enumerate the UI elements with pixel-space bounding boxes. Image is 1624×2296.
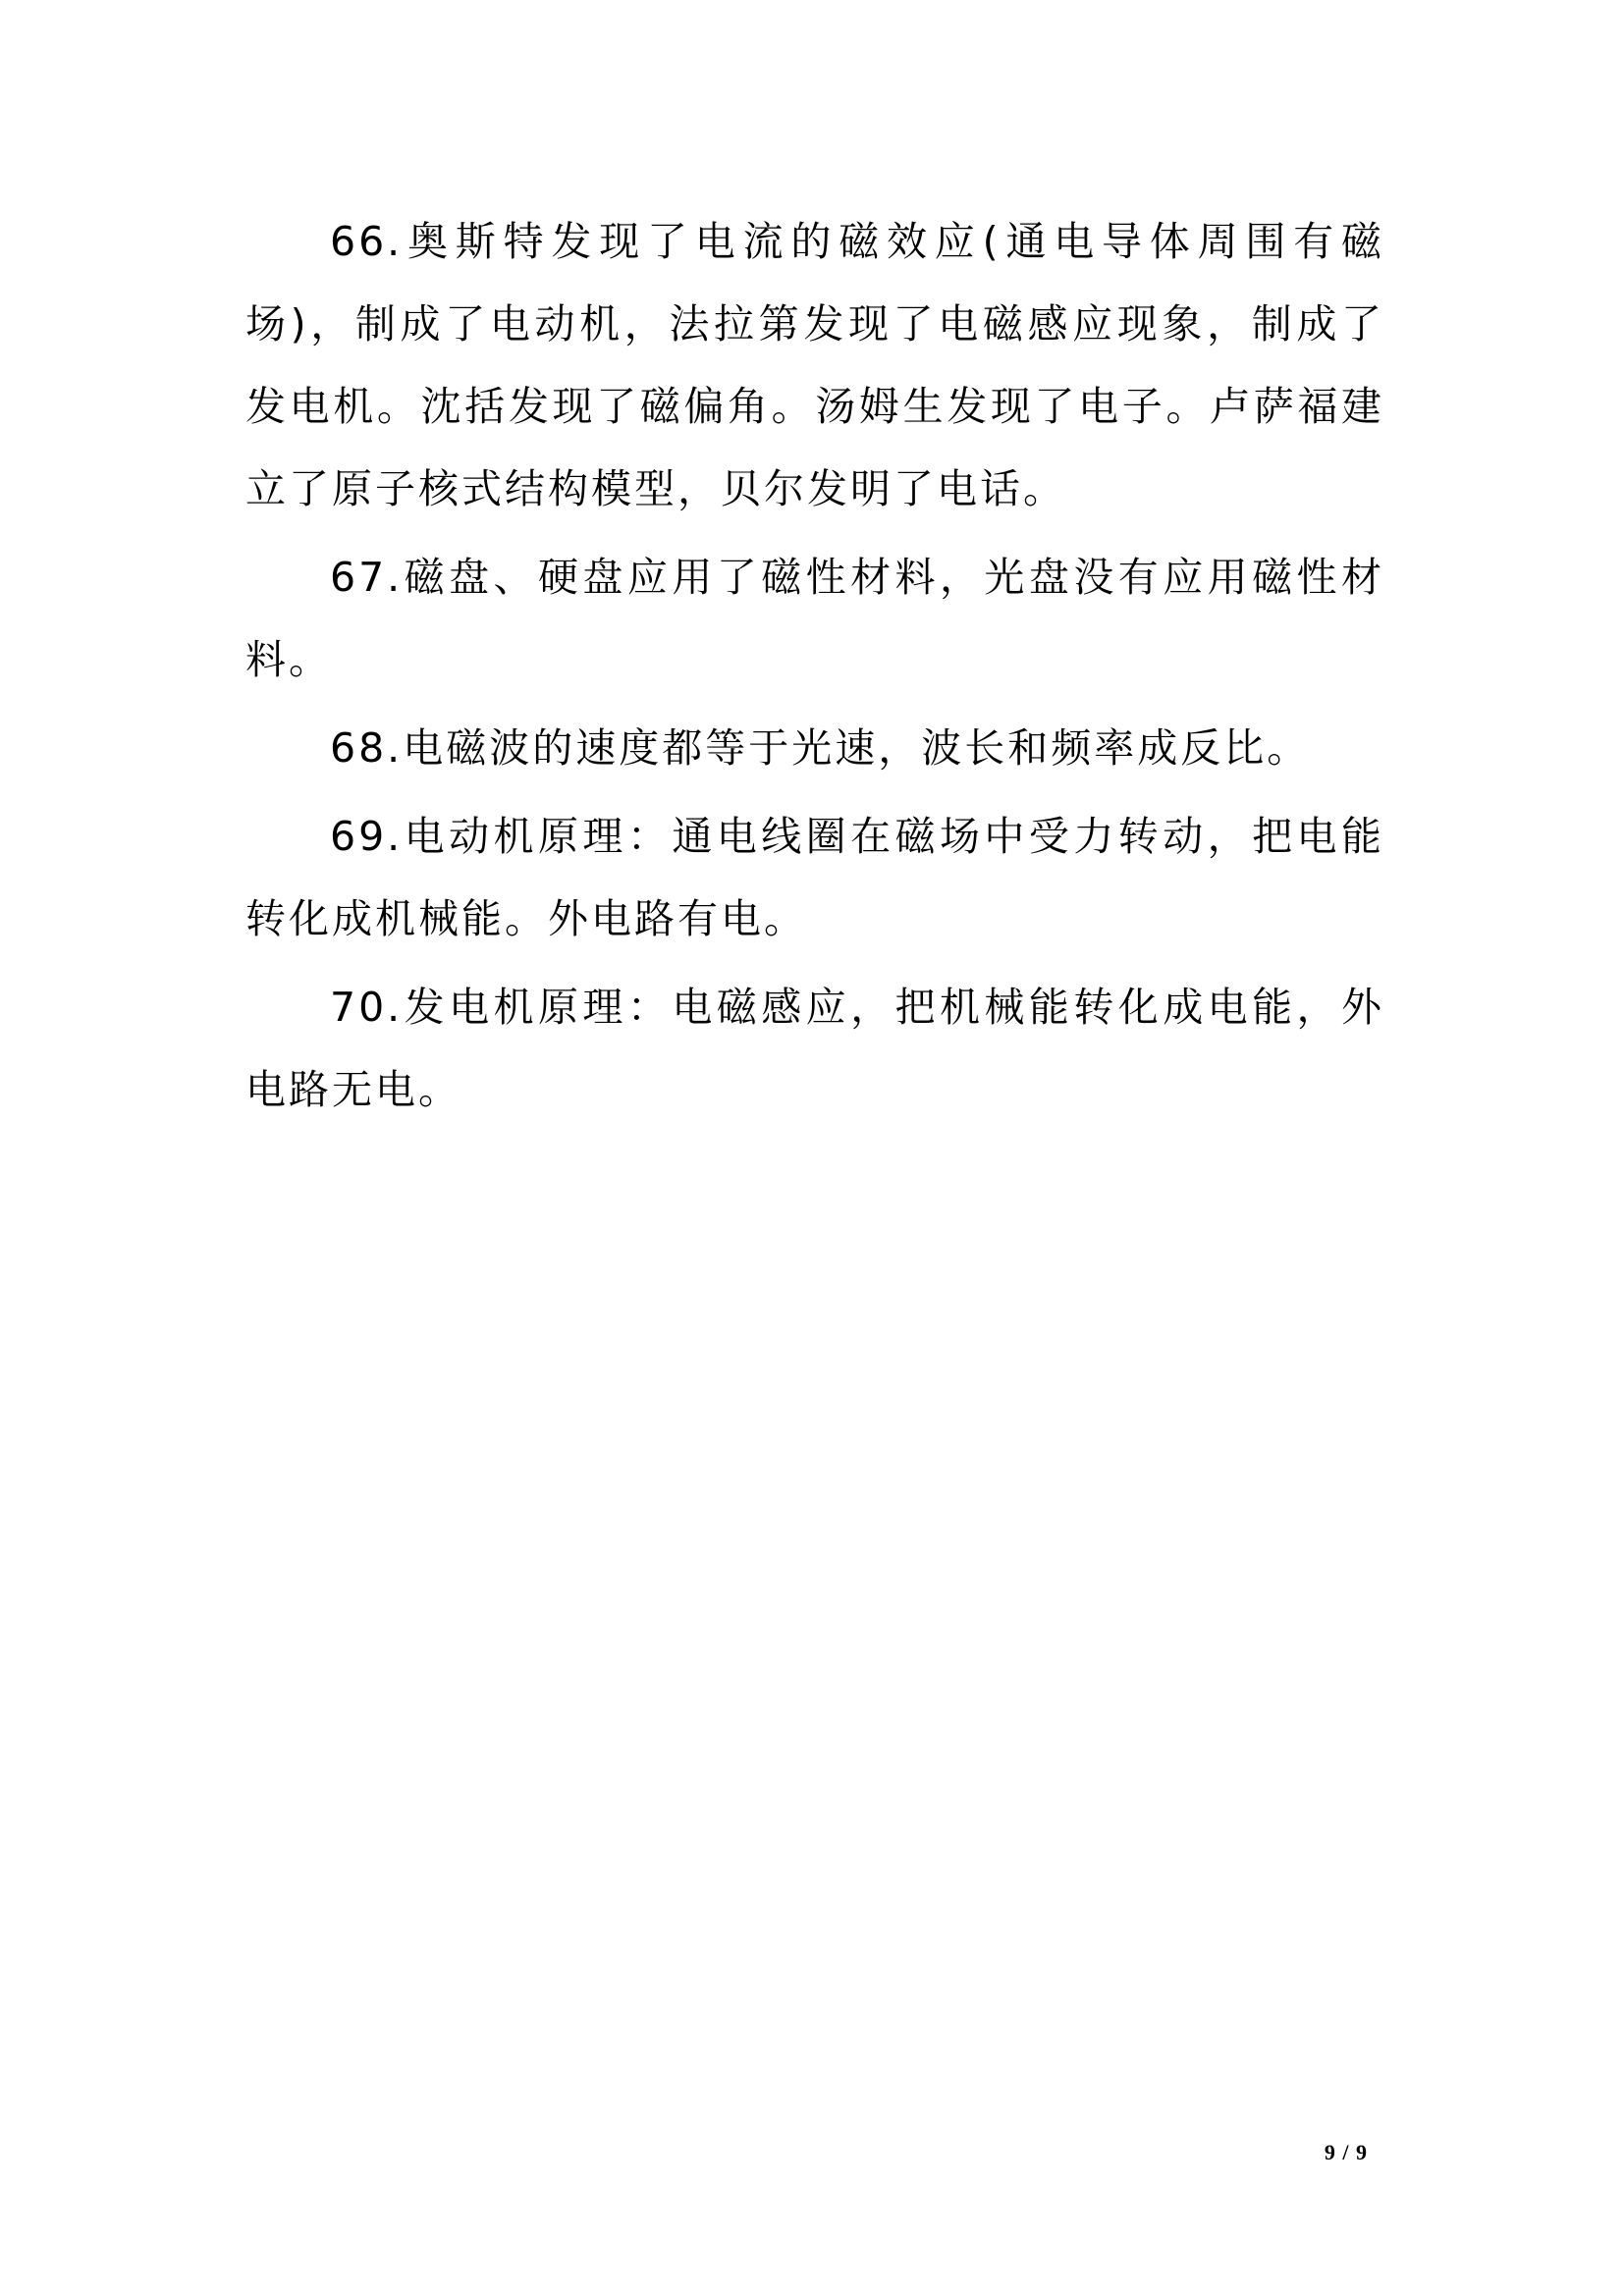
document-body <box>245 200 1384 1137</box>
paragraph-67: 67.磁盘、硬盘应用了磁性材料，光盘没有应用磁性材料。 <box>245 554 1384 683</box>
page-number: 9 / 9 <box>1324 2140 1368 2164</box>
paragraph-70: 70.发电机原理：电磁感应，把机械能转化成电能，外电路无电。 <box>245 984 1384 1113</box>
paragraph-69: 69.电动机原理：通电线圈在磁场中受力转动，把电能转化成机械能。外电路有电。 <box>245 813 1384 942</box>
paragraph-68: 68.电磁波的速度都等于光速，波长和频率成反比。 <box>330 724 1311 772</box>
paragraph-66: 66.奥斯特发现了电流的磁效应(通电导体周围有磁场)，制成了电动机，法拉第发现了电磁感应现象，制成了发电机。沈括发现了磁偏角。汤姆生发现了电子。卢萨福建立了原子核式结构模型，贝尔发明了电话。 <box>245 218 1384 512</box>
